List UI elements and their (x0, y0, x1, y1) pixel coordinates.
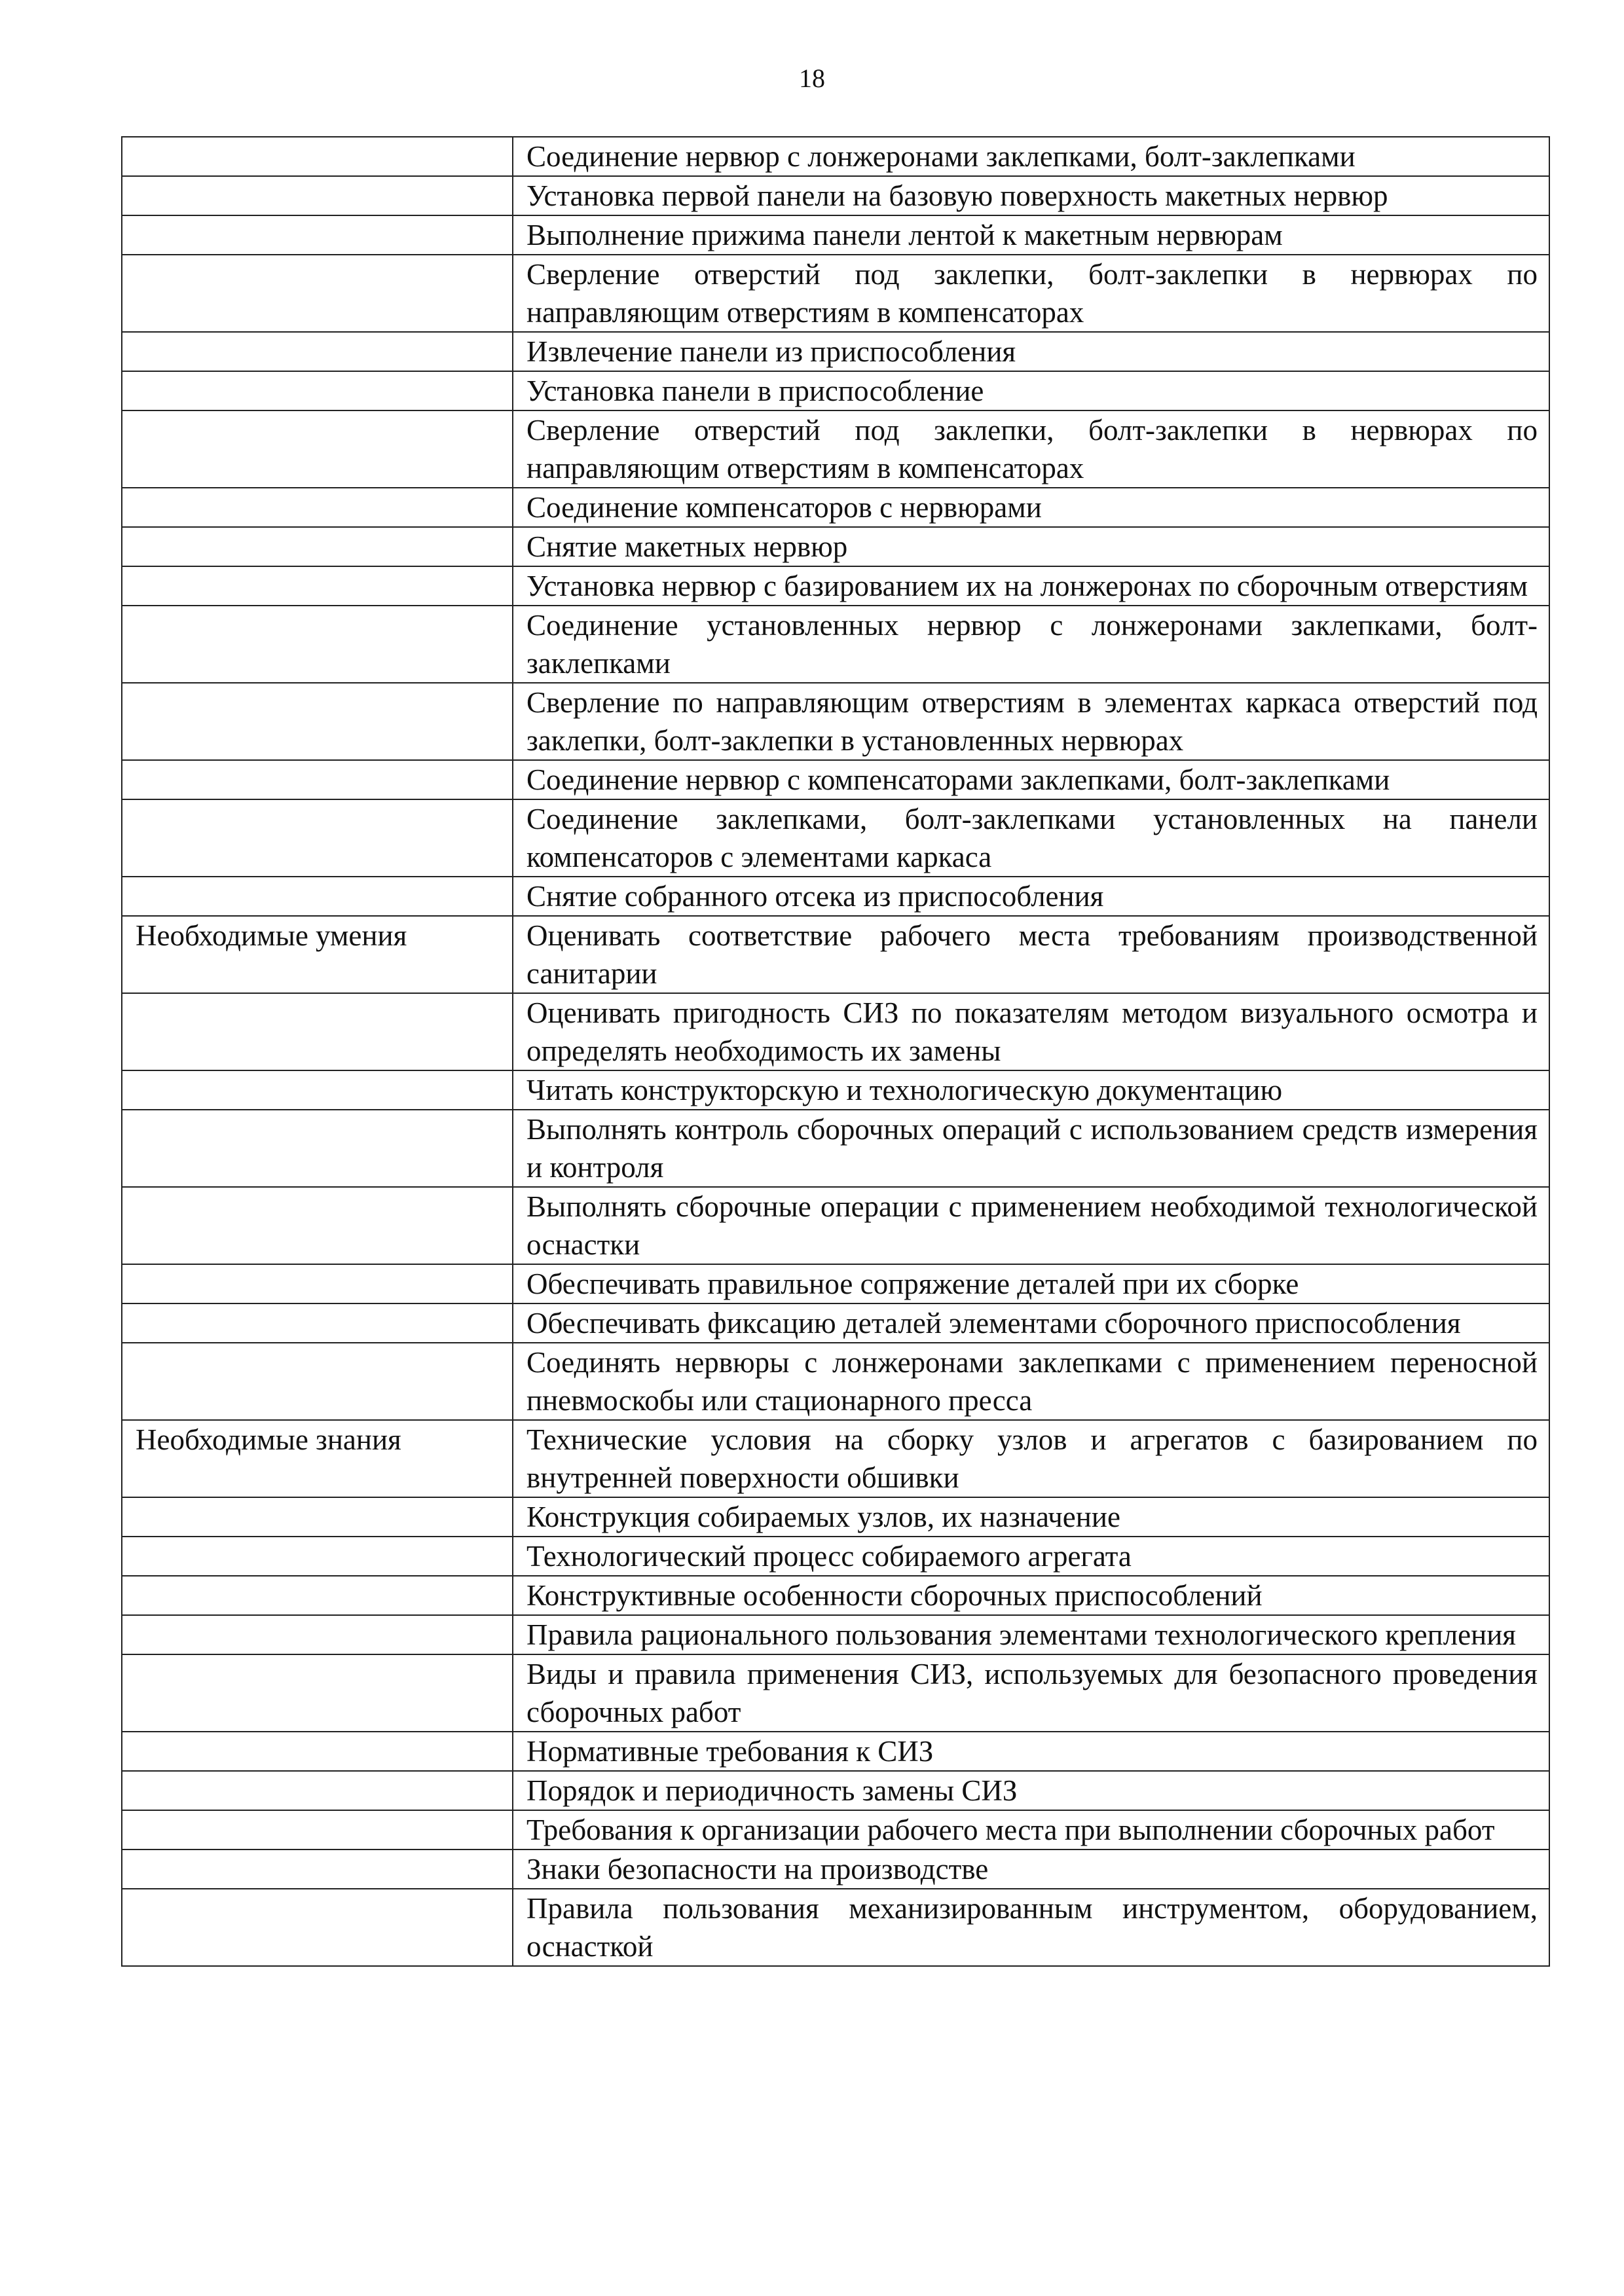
section-label: Необходимые умения (122, 916, 513, 993)
section-label-continuation (122, 176, 513, 215)
table-row (122, 760, 1549, 799)
table-cell-item: Выполнять сборочные операции с применением необходимой технологической оснастки (513, 1187, 1549, 1264)
table-row (122, 332, 1549, 371)
table-cell-item: Знаки безопасности на производстве (513, 1850, 1549, 1889)
table-cell-item: Конструкция собираемых узлов, их назначение (513, 1497, 1549, 1537)
section-label-continuation (122, 1343, 513, 1420)
table-cell-item: Сверление отверстий под заклепки, болт-заклепки в нервюрах по направляющим отверстиям в компенсаторах (513, 255, 1549, 332)
table-cell-item: Извлечение панели из приспособления (513, 332, 1549, 371)
section-label-continuation (122, 1303, 513, 1343)
table-row (122, 566, 1549, 606)
table-cell-item: Правила рационального пользования элементами технологического крепления (513, 1615, 1549, 1654)
table-cell-item: Снятие макетных нервюр (513, 527, 1549, 566)
section-label-continuation (122, 1070, 513, 1110)
section-label-continuation (122, 1850, 513, 1889)
table-row (122, 410, 1549, 488)
section-label-continuation (122, 255, 513, 332)
table-row (122, 371, 1549, 410)
requirements-table (121, 136, 1550, 1967)
section-label-continuation (122, 1497, 513, 1537)
section-label-continuation (122, 683, 513, 760)
table-row (122, 877, 1549, 916)
table-row (122, 1771, 1549, 1810)
table-cell-item: Нормативные требования к СИЗ (513, 1732, 1549, 1771)
table-cell-item: Установка первой панели на базовую поверхность макетных нервюр (513, 176, 1549, 215)
table-row (122, 799, 1549, 877)
section-label-continuation (122, 1771, 513, 1810)
section-label-continuation (122, 371, 513, 410)
table-row (122, 1889, 1549, 1966)
table-row (122, 1615, 1549, 1654)
table-row (122, 1497, 1549, 1537)
table-row (122, 1576, 1549, 1615)
section-label-continuation (122, 1654, 513, 1732)
table-row (122, 1537, 1549, 1576)
table-row (122, 1420, 1549, 1497)
section-label-continuation (122, 1110, 513, 1187)
table-cell-item: Сверление по направляющим отверстиям в элементах каркаса отверстий под заклепки, болт-заклепки в установленных нервюрах (513, 683, 1549, 760)
table-cell-item: Выполнение прижима панели лентой к макетным нервюрам (513, 215, 1549, 255)
table-cell-item: Установка нервюр с базированием их на лонжеронах по сборочным отверстиям (513, 566, 1549, 606)
table-row (122, 683, 1549, 760)
table-row (122, 137, 1549, 176)
table-cell-item: Соединение компенсаторов с нервюрами (513, 488, 1549, 527)
table-cell-item: Оценивать соответствие рабочего места требованиям производственной санитарии (513, 916, 1549, 993)
section-label-continuation (122, 1810, 513, 1850)
table-row (122, 1732, 1549, 1771)
table-cell-item: Установка панели в приспособление (513, 371, 1549, 410)
table-cell-item: Виды и правила применения СИЗ, используемых для безопасного проведения сборочных работ (513, 1654, 1549, 1732)
section-label-continuation (122, 606, 513, 683)
page-number: 18 (799, 64, 825, 93)
table-cell-item: Соединение заклепками, болт-заклепками установленных на панели компенсаторов с элементами каркаса (513, 799, 1549, 877)
table-cell-item: Обеспечивать фиксацию деталей элементами сборочного приспособления (513, 1303, 1549, 1343)
table-row (122, 1264, 1549, 1303)
table-row (122, 176, 1549, 215)
section-label (122, 137, 513, 176)
table-cell-item: Обеспечивать правильное сопряжение деталей при их сборке (513, 1264, 1549, 1303)
table-row (122, 993, 1549, 1070)
section-label-continuation (122, 799, 513, 877)
section-label-continuation (122, 877, 513, 916)
table-row (122, 527, 1549, 566)
section-label-continuation (122, 1537, 513, 1576)
table-row (122, 1303, 1549, 1343)
section-label-continuation (122, 410, 513, 488)
section-label-continuation (122, 332, 513, 371)
table-cell-item: Оценивать пригодность СИЗ по показателям методом визуального осмотра и определять необходимость их замены (513, 993, 1549, 1070)
table-row (122, 1070, 1549, 1110)
table-cell-item: Технологический процесс собираемого агрегата (513, 1537, 1549, 1576)
table-row (122, 488, 1549, 527)
table-row (122, 916, 1549, 993)
table-cell-item: Читать конструкторскую и технологическую документацию (513, 1070, 1549, 1110)
table-row (122, 606, 1549, 683)
table-row (122, 1850, 1549, 1889)
section-label-continuation (122, 1732, 513, 1771)
table-row (122, 1110, 1549, 1187)
table-row (122, 1810, 1549, 1850)
table-cell-item: Порядок и периодичность замены СИЗ (513, 1771, 1549, 1810)
section-label: Необходимые знания (122, 1420, 513, 1497)
table-row (122, 1187, 1549, 1264)
table-row (122, 1343, 1549, 1420)
table-row (122, 1654, 1549, 1732)
table-cell-item: Правила пользования механизированным инструментом, оборудованием, оснасткой (513, 1889, 1549, 1966)
table-cell-item: Технические условия на сборку узлов и агрегатов с базированием по внутренней поверхности обшивки (513, 1420, 1549, 1497)
section-label-continuation (122, 760, 513, 799)
table-cell-item: Соединение нервюр с компенсаторами заклепками, болт-заклепками (513, 760, 1549, 799)
table-cell-item: Конструктивные особенности сборочных приспособлений (513, 1576, 1549, 1615)
table-cell-item: Выполнять контроль сборочных операций с использованием средств измерения и контроля (513, 1110, 1549, 1187)
section-label-continuation (122, 1264, 513, 1303)
table-cell-item: Соединение нервюр с лонжеронами заклепками, болт-заклепками (513, 137, 1549, 176)
section-label-continuation (122, 1576, 513, 1615)
section-label-continuation (122, 488, 513, 527)
table-cell-item: Сверление отверстий под заклепки, болт-заклепки в нервюрах по направляющим отверстиям в компенсаторах (513, 410, 1549, 488)
section-label-continuation (122, 1615, 513, 1654)
table-row (122, 215, 1549, 255)
table-cell-item: Соединять нервюры с лонжеронами заклепками с применением переносной пневмоскобы или стационарного пресса (513, 1343, 1549, 1420)
section-label-continuation (122, 566, 513, 606)
table-cell-item: Требования к организации рабочего места при выполнении сборочных работ (513, 1810, 1549, 1850)
table-cell-item: Соединение установленных нервюр с лонжеронами заклепками, болт-заклепками (513, 606, 1549, 683)
section-label-continuation (122, 1187, 513, 1264)
table-cell-item: Снятие собранного отсека из приспособления (513, 877, 1549, 916)
table-body (122, 137, 1549, 1966)
table-row (122, 255, 1549, 332)
section-label-continuation (122, 993, 513, 1070)
section-label-continuation (122, 1889, 513, 1966)
section-label-continuation (122, 527, 513, 566)
section-label-continuation (122, 215, 513, 255)
